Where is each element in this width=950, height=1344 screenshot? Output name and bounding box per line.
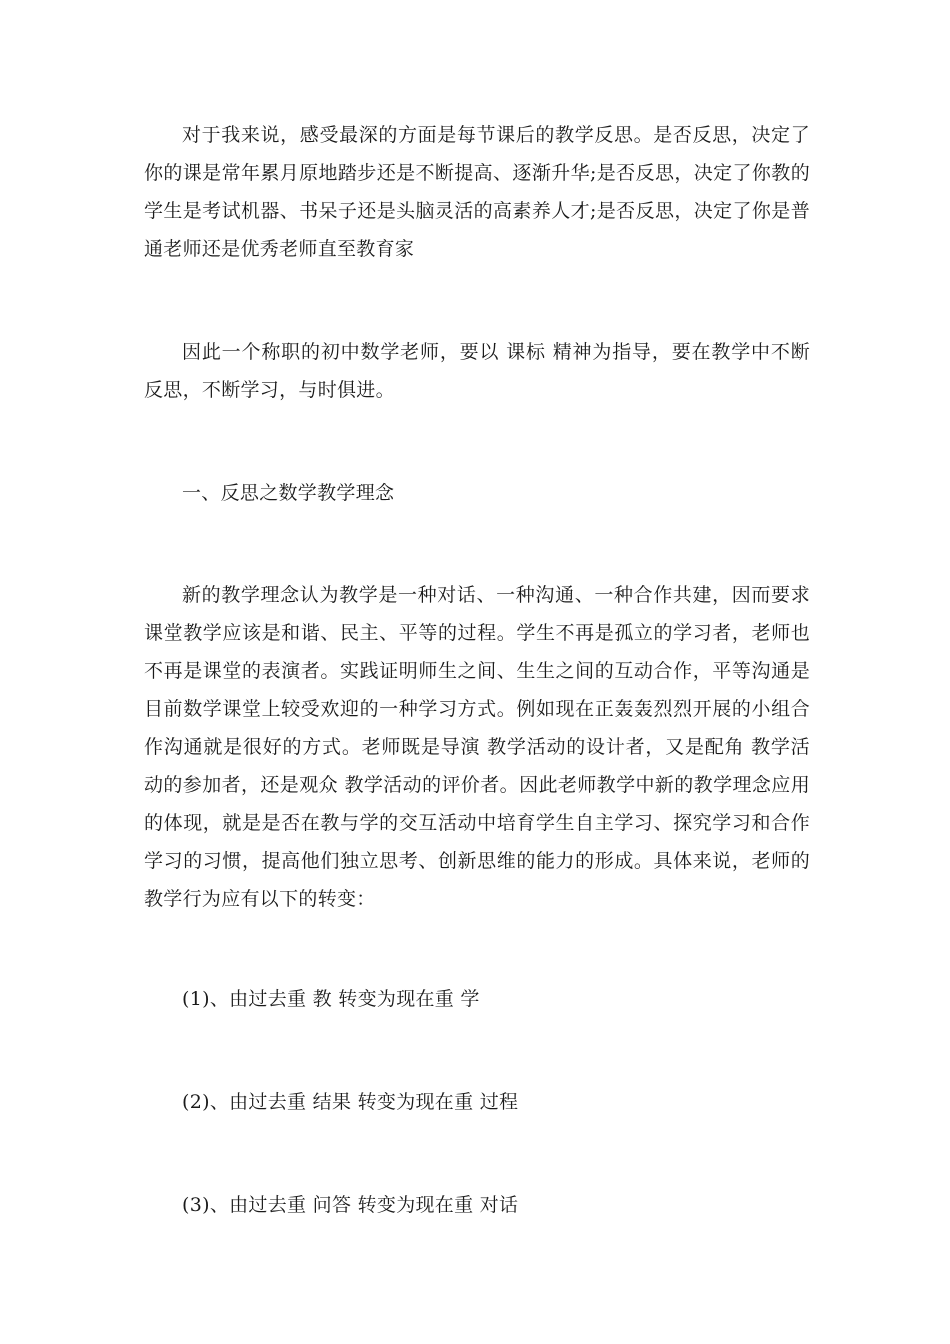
list-item-change-2: (2)、由过去重 结果 转变为现在重 过程 xyxy=(182,1091,519,1113)
list-item-change-1: (1)、由过去重 教 转变为现在重 学 xyxy=(182,988,480,1010)
paragraph-reflection-intro: 对于我来说，感受最深的方面是每节课后的教学反思。是否反思，决定了你的课是常年累月原地踏步还是不断提高、逐渐升华;是否反思，决定了你教的学生是考试机器、书呆子还是头脑灵活的高素养人才;是否反思，决定了你是普通老师还是优秀老师直至教育家 xyxy=(144,124,810,260)
paragraph-teacher-duty: 因此一个称职的初中数学老师，要以 课标 精神为指导，要在教学中不断反思，不断学习，与时俱进。 xyxy=(144,341,810,401)
paragraph-new-teaching-concept: 新的教学理念认为教学是一种对话、一种沟通、一种合作共建，因而要求课堂教学应该是和谐、民主、平等的过程。学生不再是孤立的学习者，老师也不再是课堂的表演者。实践证明师生之间、生生之间的互动合作，平等沟通是目前数学课堂上较受欢迎的一种学习方式。例如现在正轰轰烈烈开展的小组合作沟通就是很好的方式。老师既是导演 教学活动的设计者，又是配角 教学活动的参加者，还是观众 教学活动的评价者。因此老师教学中新的教学理念应用的体现，就是是否在教与学的交互活动中培育学生自主学习、探究学习和合作学习的习惯，提高他们独立思考、创新思维的能力的形成。具体来说，老师的教学行为应有以下的转变： xyxy=(144,584,810,910)
list-item-change-3: (3)、由过去重 问答 转变为现在重 对话 xyxy=(182,1194,519,1216)
section-heading-teaching-concept: 一、反思之数学教学理念 xyxy=(182,482,395,504)
